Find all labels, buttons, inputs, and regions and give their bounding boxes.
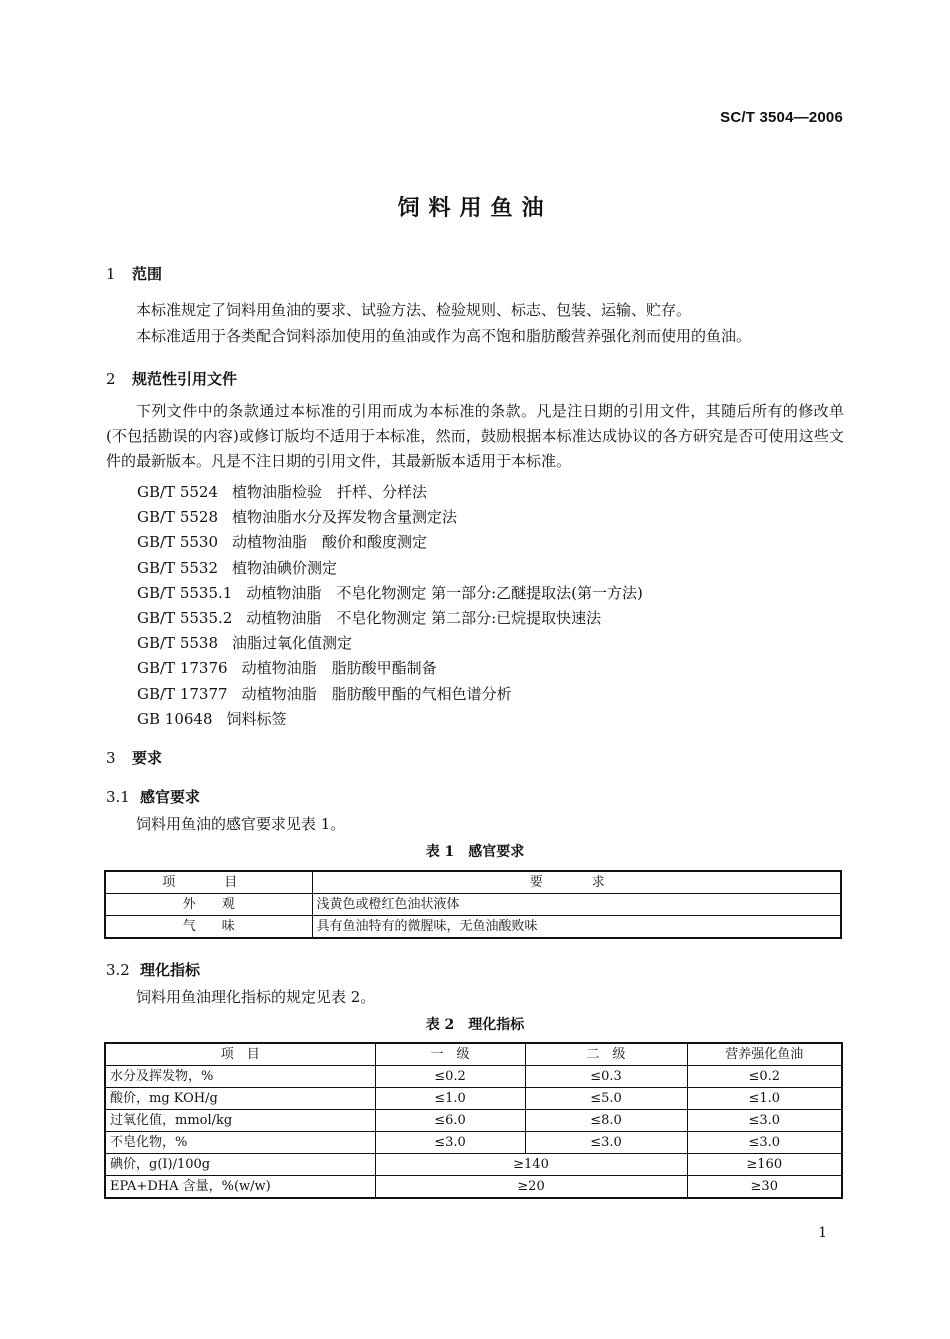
reference-code: GB/T 17376 <box>137 659 228 678</box>
table-cell: ≤1.0 <box>375 1088 525 1110</box>
reference-item <box>137 632 352 653</box>
section-1-paragraph-2: 本标准适用于各类配合饲料添加使用的鱼油或作为高不饱和脂肪酸营养强化剂而使用的鱼油。 <box>136 327 752 345</box>
table-header-cell: 项 目 <box>105 871 312 894</box>
reference-item <box>137 531 427 552</box>
table-cell: ≤0.2 <box>375 1066 525 1088</box>
table-header-row <box>105 871 841 894</box>
reference-title: 动植物油脂 脂肪酸甲酯制备 <box>241 659 437 678</box>
table-cell: 碘价，g(I)/100g <box>105 1154 375 1176</box>
table-2-caption: 表 2 理化指标 <box>425 1017 525 1033</box>
reference-code: GB/T 5535.2 <box>137 609 233 627</box>
section-3-2-heading <box>106 959 200 980</box>
table-cell: ≤6.0 <box>375 1110 525 1132</box>
table-row <box>105 1110 842 1132</box>
reference-title: 植物油脂检验 扦样、分样法 <box>232 483 428 501</box>
table-cell: ≤1.0 <box>687 1088 842 1110</box>
reference-title: 动植物油脂 脂肪酸甲酯的气相色谱分析 <box>241 684 512 703</box>
section-title: 规范性引用文件 <box>132 370 238 388</box>
table-cell: ≤3.0 <box>687 1132 842 1154</box>
table-cell: 酸价，mg KOH/g <box>105 1088 375 1110</box>
table-cell: 浅黄色或橙红色油状液体 <box>312 894 841 916</box>
table-1-caption: 表 1 感官要求 <box>425 844 525 860</box>
table-cell: ≤3.0 <box>687 1110 842 1132</box>
table-cell: ≤8.0 <box>525 1110 687 1132</box>
reference-item <box>137 506 457 527</box>
document-title: 饲料用鱼油 <box>397 195 553 221</box>
table-header-row <box>105 1043 842 1066</box>
table-cell: ≤3.0 <box>525 1132 687 1154</box>
table-row <box>105 1066 842 1088</box>
section-number: 1 <box>106 265 116 283</box>
table-cell: ≤3.0 <box>375 1132 525 1154</box>
reference-title: 油脂过氧化值测定 <box>232 634 353 653</box>
table-row <box>105 1088 842 1110</box>
section-3-1-text: 饲料用鱼油的感官要求见表 1。 <box>136 815 346 833</box>
section-3-2-text: 饲料用鱼油理化指标的规定见表 2。 <box>136 988 376 1006</box>
reference-title: 动植物油脂 酸价和酸度测定 <box>232 533 428 552</box>
table-row <box>105 1154 842 1176</box>
reference-code: GB 10648 <box>137 709 213 728</box>
table-row <box>105 916 841 939</box>
section-title: 要求 <box>132 749 163 767</box>
table-cell: 不皂化物，% <box>105 1132 375 1154</box>
reference-item <box>137 683 512 704</box>
table-row <box>105 1132 842 1154</box>
reference-item <box>137 657 437 678</box>
table-cell: 外 观 <box>105 894 312 916</box>
section-title: 理化指标 <box>140 961 201 979</box>
reference-code: GB/T 5538 <box>137 634 219 653</box>
table-cell: ≥20 <box>375 1176 687 1199</box>
reference-title: 植物油碘价测定 <box>232 558 338 577</box>
reference-title: 植物油脂水分及挥发物含量测定法 <box>232 508 458 527</box>
reference-code: GB/T 5528 <box>137 508 219 527</box>
table-cell: ≤0.2 <box>687 1066 842 1088</box>
section-number: 2 <box>106 370 116 388</box>
table-row <box>105 1176 842 1199</box>
reference-code: GB/T 5532 <box>137 558 219 577</box>
page-number: 1 <box>818 1225 827 1241</box>
table-header-cell: 要 求 <box>312 871 841 894</box>
table-cell: 具有鱼油特有的微腥味，无鱼油酸败味 <box>312 916 841 939</box>
table-header-cell: 项 目 <box>105 1043 375 1066</box>
reference-code: GB/T 17377 <box>137 684 228 703</box>
table-cell: 过氧化值，mmol/kg <box>105 1110 375 1132</box>
section-3-heading <box>106 747 162 768</box>
reference-item <box>137 607 601 628</box>
section-1-heading <box>106 263 162 284</box>
reference-item <box>137 557 337 578</box>
reference-item <box>137 708 287 729</box>
table-header-cell: 一 级 <box>375 1043 525 1066</box>
table-cell: ≥160 <box>687 1154 842 1176</box>
table-2 <box>104 1042 843 1199</box>
standard-code: SC/T 3504—2006 <box>720 109 843 126</box>
section-title: 感官要求 <box>140 788 201 806</box>
table-1 <box>104 870 842 939</box>
reference-code: GB/T 5530 <box>137 533 219 552</box>
section-1-paragraph-1: 本标准规定了饲料用鱼油的要求、试验方法、检验规则、标志、包装、运输、贮存。 <box>136 301 692 319</box>
table-cell: 水分及挥发物，% <box>105 1066 375 1088</box>
reference-title: 饲料标签 <box>226 709 287 728</box>
table-cell: ≥140 <box>375 1154 687 1176</box>
reference-code: GB/T 5535.1 <box>137 583 233 602</box>
table-header-cell: 二 级 <box>525 1043 687 1066</box>
table-row <box>105 894 841 916</box>
reference-title: 动植物油脂 不皂化物测定 第二部分:已烷提取快速法 <box>246 609 602 627</box>
table-cell: ≥30 <box>687 1176 842 1199</box>
section-title: 范围 <box>132 265 163 283</box>
table-cell: ≤5.0 <box>525 1088 687 1110</box>
reference-item <box>137 582 643 603</box>
table-header-cell: 营养强化鱼油 <box>687 1043 842 1066</box>
table-cell: ≤0.3 <box>525 1066 687 1088</box>
reference-item <box>137 481 427 502</box>
section-number: 3.1 <box>106 788 130 806</box>
section-number: 3 <box>106 749 116 767</box>
table-cell: 气 味 <box>105 916 312 939</box>
reference-title: 动植物油脂 不皂化物测定 第一部分:乙醚提取法(第一方法) <box>246 583 643 602</box>
table-cell: EPA+DHA 含量，%(w/w) <box>105 1176 375 1199</box>
section-number: 3.2 <box>106 961 130 979</box>
section-2-heading <box>106 368 237 389</box>
section-2-intro: 下列文件中的条款通过本标准的引用而成为本标准的条款。凡是注日期的引用文件，其随后所有的修改单(不包括勘误的内容)或修订版均不适用于本标准，然而，鼓励根据本标准达成协议的各方研究是否可使用这些文件的最新版本。凡是不注日期的引用文件，其最新版本适用于本标准。 <box>106 402 844 470</box>
section-3-1-heading <box>106 786 200 807</box>
reference-code: GB/T 5524 <box>137 483 219 501</box>
